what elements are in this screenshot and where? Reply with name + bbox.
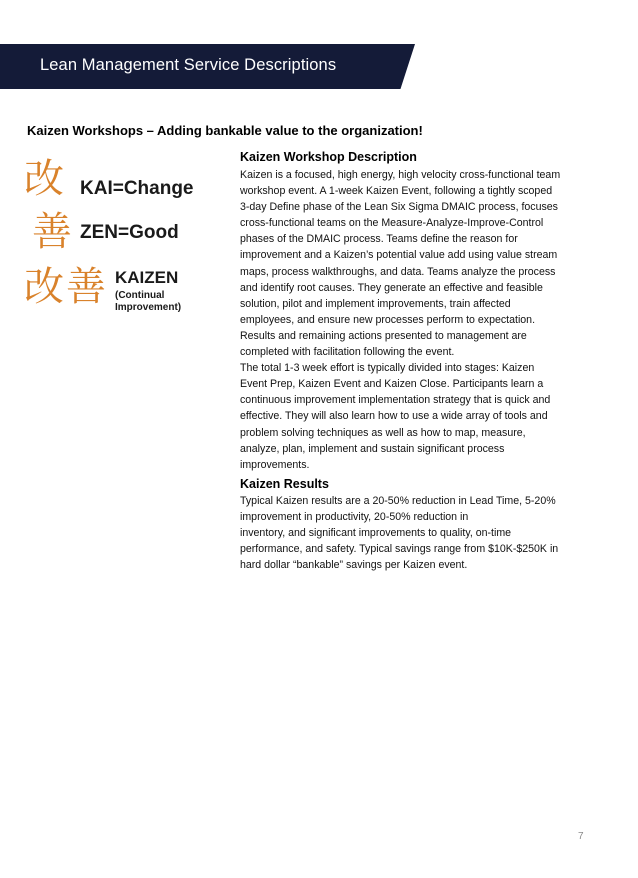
description-block [240,150,612,473]
description-line: The total 1-3 week effort is typically divided into stages: Kaizen [240,362,535,375]
description-text [240,167,612,473]
label-kaizen: KAIZEN [115,268,179,287]
page-number: 7 [578,831,584,842]
results-title: Kaizen Results [240,477,329,491]
description-line: Kaizen is a focused, high energy, high velocity cross-functional team [240,169,561,181]
description-line: 3-day Define phase of the Lean Six Sigma DMAIC process, focuses [240,201,558,214]
description-line: solution, pilot and implement improvements, train affected [240,297,511,310]
description-title: Kaizen Workshop Description [240,150,417,164]
kaizen-graphic [22,148,222,323]
description-line: improvements. [240,458,310,471]
description-line: employees, and ensure new processes perform to expectation. [240,313,536,326]
description-line: phases of the DMAIC process. Teams define the reason for [240,233,518,246]
description-line: workshop event. A 1-week Kaizen Event, following a tightly scoped [240,185,553,198]
kanji-kai-1: 改 [24,156,64,202]
section-heading: Kaizen Workshops – Adding bankable value to the organization! [27,123,423,138]
description-line: improvement and a Kaizen’s potential value add using value stream [240,249,558,262]
results-line: Typical Kaizen results are a 20-50% reduction in Lead Time, 5-20% [240,495,556,507]
description-line: and identify root causes. They generate an effective and feasible [240,281,543,294]
page-title: Lean Management Service Descriptions [40,56,337,74]
kanji-kai-2: 改 [24,264,64,310]
description-line: maps, process walkthroughs, and data. Teams analyze the process [240,265,556,278]
description-line: completed with facilitation following the event. [240,346,455,359]
label-continual: (Continual [115,290,165,301]
results-line: hard dollar “bankable” savings per Kaizen event. [240,559,468,572]
results-line: performance, and safety. Typical savings range from $10K-$250K in [240,543,559,556]
description-line: Results and remaining actions presented to management are [240,329,527,342]
description-line: continuous improvement implementation strategy that is quick and [240,394,551,407]
description-line: effective. They will also learn how to use a wide array of tools and [240,410,548,423]
results-block [240,477,612,573]
description-line: Event Prep, Kaizen Event and Kaizen Close. Participants learn a [240,378,544,391]
description-line: cross-functional teams on the Measure-Analyze-Improve-Control [240,217,544,230]
kanji-zen-2: 善 [66,264,106,310]
description-line: analyze, plan, implement and sustain significant process [240,442,505,455]
description-line: problem solving techniques as well as how to map, measure, [240,426,526,439]
results-line: improvement in productivity, 20-50% reduction in [240,511,469,524]
results-text [240,493,612,573]
label-improvement: Improvement) [115,302,182,313]
kanji-zen-1: 善 [32,209,72,255]
label-kai-change: KAI=Change [80,178,194,199]
results-line: inventory, and significant improvements to quality, on-time [240,527,512,540]
label-zen-good: ZEN=Good [80,222,179,243]
